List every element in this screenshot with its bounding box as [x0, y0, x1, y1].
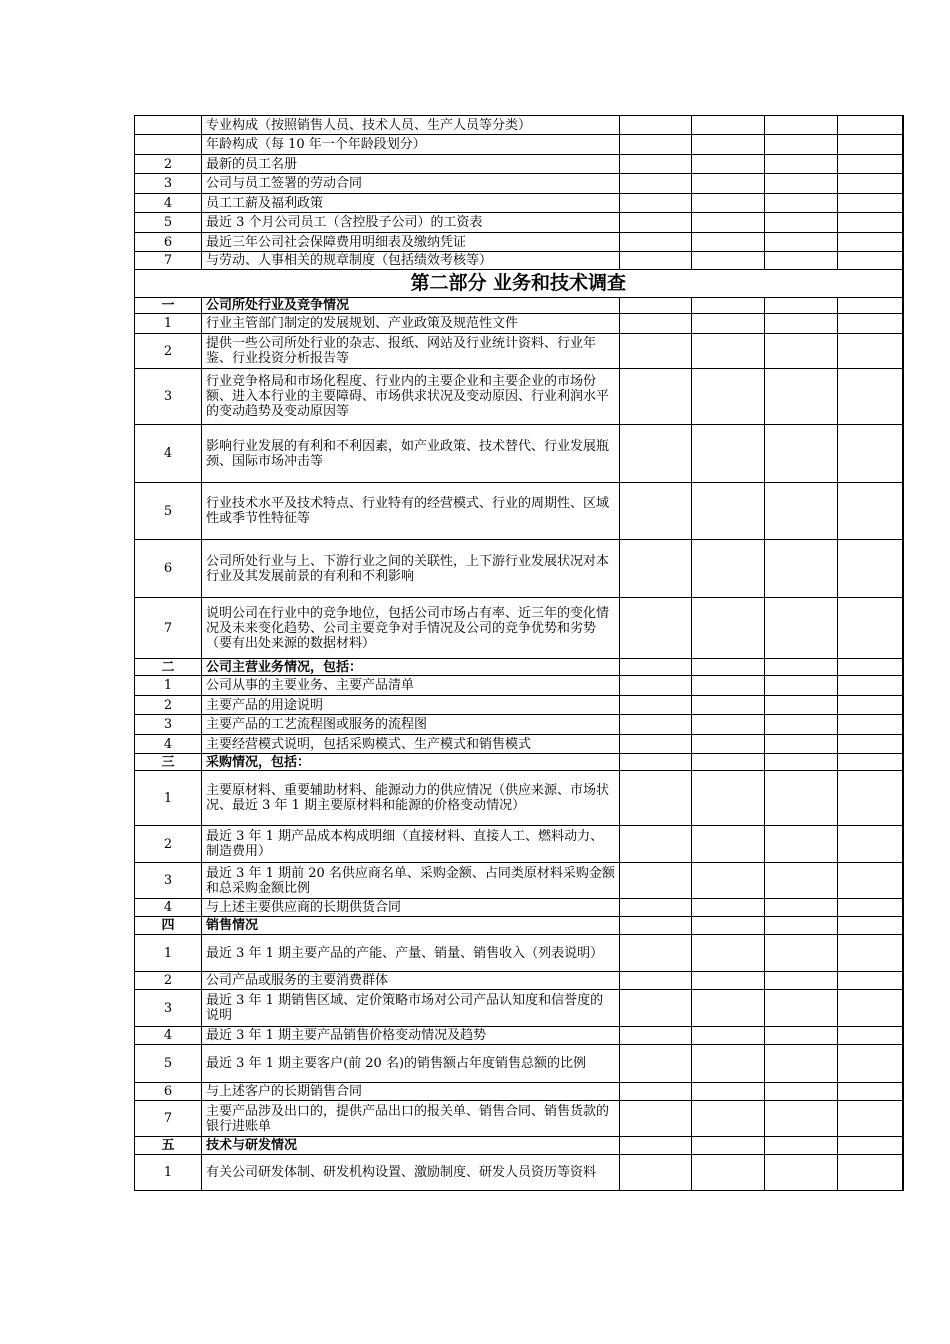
item-description: 最近 3 年 1 期主要产品销售价格变动情况及趋势 [202, 1027, 620, 1045]
table-row [135, 483, 903, 540]
item-number: 3 [135, 174, 202, 194]
item-number: 3 [135, 715, 202, 735]
item-number [135, 135, 202, 155]
empty-cell [620, 754, 692, 771]
empty-cell [620, 598, 692, 659]
empty-cell [620, 771, 692, 826]
empty-cell [620, 314, 692, 334]
table-row [135, 598, 903, 659]
empty-cell [838, 735, 903, 754]
empty-cell [620, 676, 692, 696]
item-number: 4 [135, 735, 202, 754]
item-number: 6 [135, 1083, 202, 1101]
item-number: 4 [135, 899, 202, 917]
empty-cell [765, 233, 838, 252]
empty-cell [765, 116, 838, 135]
item-description: 与劳动、人事相关的规章制度（包括绩效考核等） [202, 252, 620, 270]
item-description: 公司与员工签署的劳动合同 [202, 174, 620, 194]
empty-cell [692, 116, 765, 135]
item-description: 行业主管部门制定的发展规划、产业政策及规范性文件 [202, 314, 620, 334]
empty-cell [692, 233, 765, 252]
item-description: 公司所处行业与上、下游行业之间的关联性，上下游行业发展状况对本行业及其发展前景的有利和不利影响 [202, 540, 620, 598]
empty-cell [620, 696, 692, 715]
empty-cell [838, 1027, 903, 1045]
empty-cell [838, 1155, 903, 1191]
item-number: 1 [135, 935, 202, 972]
empty-cell [838, 233, 903, 252]
item-number: 三 [135, 754, 202, 771]
table-row [135, 116, 903, 135]
empty-cell [838, 116, 903, 135]
empty-cell [838, 771, 903, 826]
item-description: 最近 3 年 1 期产品成本构成明细（直接材料、直接人工、燃料动力、制造费用） [202, 826, 620, 863]
item-number: 2 [135, 826, 202, 863]
item-number: 5 [135, 483, 202, 540]
empty-cell [692, 735, 765, 754]
empty-cell [692, 194, 765, 213]
item-number: 7 [135, 1101, 202, 1137]
empty-cell [620, 1137, 692, 1155]
item-description: 公司主营业务情况，包括： [202, 659, 620, 676]
item-description: 最近 3 年 1 期主要产品的产能、产量、销量、销售收入（列表说明） [202, 935, 620, 972]
empty-cell [765, 863, 838, 899]
item-number: 二 [135, 659, 202, 676]
empty-cell [838, 483, 903, 540]
table-row [135, 252, 903, 270]
empty-cell [765, 917, 838, 935]
empty-cell [620, 1083, 692, 1101]
item-description: 员工工薪及福利政策 [202, 194, 620, 213]
item-number: 4 [135, 1027, 202, 1045]
table-row [135, 826, 903, 863]
empty-cell [620, 1155, 692, 1191]
empty-cell [692, 135, 765, 155]
empty-cell [838, 598, 903, 659]
item-description: 影响行业发展的有利和不利因素，如产业政策、技术替代、行业发展瓶颈、国际市场冲击等 [202, 425, 620, 483]
item-description: 销售情况 [202, 917, 620, 935]
empty-cell [692, 1083, 765, 1101]
empty-cell [838, 696, 903, 715]
table-row [135, 194, 903, 213]
empty-cell [692, 483, 765, 540]
empty-cell [765, 155, 838, 174]
item-description: 行业竞争格局和市场化程度、行业内的主要企业和主要企业的市场份额、进入本行业的主要障碍、市场供求状况及变动原因、行业利润水平的变动趋势及变动原因等 [202, 369, 620, 425]
item-number: 1 [135, 771, 202, 826]
empty-cell [692, 715, 765, 735]
table-row [135, 233, 903, 252]
empty-cell [838, 990, 903, 1027]
item-description: 最近 3 年 1 期前 20 名供应商名单、采购金额、占同类原材料采购金额和总采购金额比例 [202, 863, 620, 899]
table-row [135, 540, 903, 598]
item-number: 四 [135, 917, 202, 935]
empty-cell [620, 899, 692, 917]
empty-cell [765, 425, 838, 483]
table-row [135, 771, 903, 826]
empty-cell [838, 135, 903, 155]
section-header-row [135, 917, 903, 935]
empty-cell [692, 1137, 765, 1155]
part-title-row [135, 270, 903, 298]
item-description: 技术与研发情况 [202, 1137, 620, 1155]
empty-cell [692, 676, 765, 696]
empty-cell [838, 863, 903, 899]
item-description: 行业技术水平及技术特点、行业特有的经营模式、行业的周期性、区域性或季节性特征等 [202, 483, 620, 540]
empty-cell [765, 735, 838, 754]
table-row [135, 155, 903, 174]
empty-cell [620, 233, 692, 252]
item-description: 主要产品涉及出口的，提供产品出口的报关单、销售合同、销售货款的银行进账单 [202, 1101, 620, 1137]
item-number: 7 [135, 598, 202, 659]
empty-cell [692, 174, 765, 194]
empty-cell [620, 735, 692, 754]
item-number [135, 116, 202, 135]
empty-cell [838, 899, 903, 917]
empty-cell [765, 540, 838, 598]
empty-cell [765, 1045, 838, 1083]
table-row [135, 1101, 903, 1137]
empty-cell [620, 298, 692, 314]
empty-cell [765, 696, 838, 715]
empty-cell [692, 1155, 765, 1191]
empty-cell [692, 696, 765, 715]
empty-cell [692, 935, 765, 972]
empty-cell [692, 598, 765, 659]
table-row [135, 735, 903, 754]
table-row [135, 1155, 903, 1191]
section-header-row [135, 659, 903, 676]
empty-cell [620, 715, 692, 735]
empty-cell [692, 917, 765, 935]
empty-cell [692, 659, 765, 676]
table-row [135, 863, 903, 899]
item-number: 5 [135, 213, 202, 233]
empty-cell [838, 754, 903, 771]
empty-cell [765, 1101, 838, 1137]
item-number: 3 [135, 863, 202, 899]
empty-cell [838, 1083, 903, 1101]
item-description: 说明公司在行业中的竞争地位，包括公司市场占有率、近三年的变化情况及未来变化趋势、公司主要竞争对手情况及公司的竞争优势和劣势（要有出处来源的数据材料） [202, 598, 620, 659]
empty-cell [620, 540, 692, 598]
item-description: 主要经营模式说明，包括采购模式、生产模式和销售模式 [202, 735, 620, 754]
section-header-row [135, 754, 903, 771]
empty-cell [765, 990, 838, 1027]
empty-cell [765, 715, 838, 735]
empty-cell [765, 135, 838, 155]
empty-cell [838, 1045, 903, 1083]
empty-cell [620, 972, 692, 990]
empty-cell [765, 754, 838, 771]
table-row [135, 1027, 903, 1045]
item-number: 5 [135, 1045, 202, 1083]
empty-cell [838, 972, 903, 990]
empty-cell [620, 659, 692, 676]
table-row [135, 899, 903, 917]
item-description: 公司从事的主要业务、主要产品清单 [202, 676, 620, 696]
item-number: 4 [135, 425, 202, 483]
item-description: 最近三年公司社会保障费用明细表及缴纳凭证 [202, 233, 620, 252]
table-row [135, 990, 903, 1027]
item-description: 采购情况，包括： [202, 754, 620, 771]
item-description: 与上述客户的长期销售合同 [202, 1083, 620, 1101]
empty-cell [620, 135, 692, 155]
item-description: 最近 3 年 1 期销售区域、定价策略市场对公司产品认知度和信誉度的说明 [202, 990, 620, 1027]
empty-cell [765, 972, 838, 990]
table-row [135, 696, 903, 715]
empty-cell [692, 899, 765, 917]
item-description: 提供一些公司所处行业的杂志、报纸、网站及行业统计资料、行业年鉴、行业投资分析报告等 [202, 334, 620, 369]
empty-cell [765, 771, 838, 826]
empty-cell [765, 598, 838, 659]
empty-cell [838, 298, 903, 314]
empty-cell [692, 754, 765, 771]
empty-cell [620, 826, 692, 863]
table-row [135, 314, 903, 334]
empty-cell [692, 1101, 765, 1137]
empty-cell [838, 174, 903, 194]
empty-cell [765, 213, 838, 233]
empty-cell [692, 826, 765, 863]
checklist-body [135, 116, 903, 1191]
item-number: 6 [135, 233, 202, 252]
empty-cell [692, 540, 765, 598]
table-row [135, 935, 903, 972]
empty-cell [838, 826, 903, 863]
empty-cell [620, 1027, 692, 1045]
item-description: 专业构成（按照销售人员、技术人员、生产人员等分类） [202, 116, 620, 135]
empty-cell [620, 1101, 692, 1137]
item-description: 主要产品的工艺流程图或服务的流程图 [202, 715, 620, 735]
table-row [135, 213, 903, 233]
empty-cell [620, 483, 692, 540]
empty-cell [620, 334, 692, 369]
item-number: 2 [135, 696, 202, 715]
section-header-row [135, 1137, 903, 1155]
empty-cell [838, 425, 903, 483]
empty-cell [765, 194, 838, 213]
empty-cell [620, 369, 692, 425]
item-number: 2 [135, 334, 202, 369]
table-row [135, 174, 903, 194]
empty-cell [838, 252, 903, 270]
empty-cell [765, 826, 838, 863]
empty-cell [620, 252, 692, 270]
empty-cell [838, 540, 903, 598]
table-row [135, 334, 903, 369]
item-number: 1 [135, 1155, 202, 1191]
empty-cell [620, 935, 692, 972]
empty-cell [620, 917, 692, 935]
empty-cell [765, 935, 838, 972]
empty-cell [692, 314, 765, 334]
empty-cell [620, 1045, 692, 1083]
table-row [135, 135, 903, 155]
item-number: 3 [135, 990, 202, 1027]
item-description: 与上述主要供应商的长期供货合同 [202, 899, 620, 917]
table-row [135, 1045, 903, 1083]
empty-cell [620, 425, 692, 483]
empty-cell [692, 1027, 765, 1045]
item-number: 2 [135, 155, 202, 174]
empty-cell [838, 369, 903, 425]
empty-cell [838, 194, 903, 213]
empty-cell [765, 314, 838, 334]
item-number: 3 [135, 369, 202, 425]
empty-cell [692, 771, 765, 826]
item-description: 年龄构成（每 10 年一个年龄段划分） [202, 135, 620, 155]
empty-cell [692, 252, 765, 270]
item-description: 最近 3 年 1 期主要客户(前 20 名)的销售额占年度销售总额的比例 [202, 1045, 620, 1083]
item-number: 6 [135, 540, 202, 598]
due-diligence-checklist-table [134, 115, 904, 1191]
empty-cell [765, 676, 838, 696]
empty-cell [838, 676, 903, 696]
empty-cell [765, 1137, 838, 1155]
empty-cell [692, 1045, 765, 1083]
empty-cell [765, 252, 838, 270]
table-row [135, 1083, 903, 1101]
empty-cell [765, 174, 838, 194]
empty-cell [765, 1083, 838, 1101]
empty-cell [692, 972, 765, 990]
item-number: 一 [135, 298, 202, 314]
item-description: 最近 3 个月公司员工（含控股子公司）的工资表 [202, 213, 620, 233]
empty-cell [765, 298, 838, 314]
empty-cell [838, 155, 903, 174]
empty-cell [620, 990, 692, 1027]
empty-cell [620, 194, 692, 213]
empty-cell [620, 213, 692, 233]
table-row [135, 972, 903, 990]
item-number: 1 [135, 676, 202, 696]
empty-cell [838, 659, 903, 676]
empty-cell [765, 483, 838, 540]
item-number: 五 [135, 1137, 202, 1155]
item-description: 公司所处行业及竞争情况 [202, 298, 620, 314]
section-header-row [135, 298, 903, 314]
empty-cell [692, 298, 765, 314]
table-row [135, 715, 903, 735]
table-row [135, 676, 903, 696]
empty-cell [838, 1137, 903, 1155]
empty-cell [765, 334, 838, 369]
empty-cell [838, 1101, 903, 1137]
empty-cell [692, 155, 765, 174]
empty-cell [838, 314, 903, 334]
empty-cell [838, 715, 903, 735]
empty-cell [838, 917, 903, 935]
item-description: 有关公司研发体制、研发机构设置、激励制度、研发人员资历等资料 [202, 1155, 620, 1191]
item-description: 主要产品的用途说明 [202, 696, 620, 715]
empty-cell [692, 425, 765, 483]
empty-cell [620, 155, 692, 174]
empty-cell [620, 174, 692, 194]
empty-cell [765, 659, 838, 676]
table-row [135, 369, 903, 425]
empty-cell [838, 334, 903, 369]
item-number: 7 [135, 252, 202, 270]
item-description: 最新的员工名册 [202, 155, 620, 174]
part-title: 第二部分 业务和技术调查 [135, 270, 903, 298]
empty-cell [692, 334, 765, 369]
empty-cell [838, 213, 903, 233]
empty-cell [692, 213, 765, 233]
empty-cell [765, 369, 838, 425]
item-number: 1 [135, 314, 202, 334]
empty-cell [620, 116, 692, 135]
empty-cell [692, 990, 765, 1027]
item-number: 2 [135, 972, 202, 990]
item-description: 主要原材料、重要辅助材料、能源动力的供应情况（供应来源、市场状况、最近 3 年 1 期主要原材料和能源的价格变动情况） [202, 771, 620, 826]
empty-cell [765, 1155, 838, 1191]
empty-cell [620, 863, 692, 899]
empty-cell [692, 863, 765, 899]
empty-cell [838, 935, 903, 972]
empty-cell [765, 899, 838, 917]
table-row [135, 425, 903, 483]
item-number: 4 [135, 194, 202, 213]
item-description: 公司产品或服务的主要消费群体 [202, 972, 620, 990]
empty-cell [692, 369, 765, 425]
empty-cell [765, 1027, 838, 1045]
